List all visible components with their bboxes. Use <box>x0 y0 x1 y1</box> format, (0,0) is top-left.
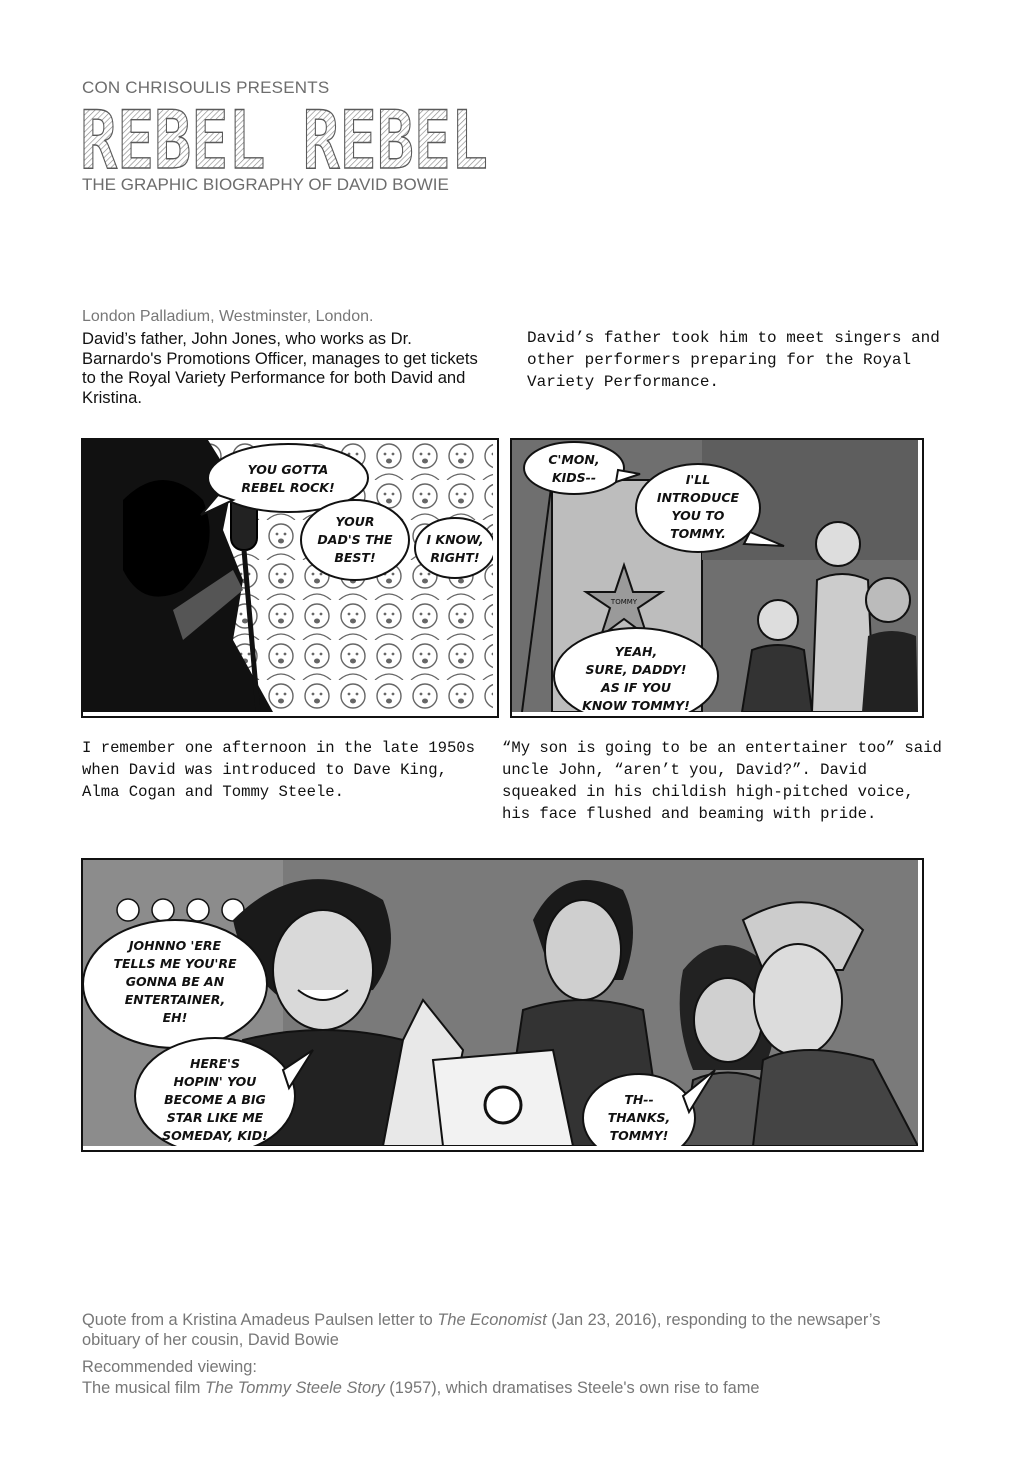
p3-bubble2-l2: HOPIN' YOU <box>173 1074 257 1089</box>
caption-son-entertainer: “My son is going to be an entertainer too” said uncle John, “aren’t you, David?”. David squeaked in his childish high-pitched voice, his face flushed and beaming with pride. <box>502 739 942 823</box>
p3-bubble3-l2: THANKS, <box>607 1110 671 1125</box>
p2-bubble3-l1: YEAH, <box>614 644 658 659</box>
p2-bubble1-l1: C'MON, <box>548 452 600 467</box>
p3-bubble3-l1: TH-- <box>624 1092 654 1107</box>
p2-bubble3-l3: AS IF YOU <box>601 680 671 695</box>
caption-remember-afternoon: I remember one afternoon in the late 1950s when David was introduced to Dave King, Alma Cogan and Tommy Steele. <box>82 739 476 801</box>
comic-panel-1 <box>81 438 499 718</box>
book-title: REBEL REBEL <box>80 102 489 176</box>
p3-bubble3-l3: TOMMY! <box>609 1128 669 1143</box>
p3-bubble2-l3: BECOME A BIG <box>164 1092 266 1107</box>
source-quote-note: Quote from a Kristina Amadeus Paulsen letter to The Economist (Jan 23, 2016), responding to the newsaper’s obituary of her cousin, David Bowie <box>82 1311 881 1349</box>
p1-bubble2-l2: DAD'S THE <box>317 532 393 547</box>
p1-bubble2-l3: BEST! <box>334 550 376 565</box>
p2-bubble2-l3: YOU TO <box>671 508 725 523</box>
newspaper-title: The Economist <box>437 1311 547 1329</box>
film-title: The Tommy Steele Story <box>204 1379 385 1397</box>
p3-bubble1-l2: TELLS ME YOU'RE <box>113 956 237 971</box>
p2-bubble2-l2: INTRODUCE <box>656 490 740 505</box>
p2-bubble2-l1: I'LL <box>685 472 711 487</box>
p3-bubble2-l5: SOMEDAY, KID! <box>162 1128 268 1143</box>
p3-bubble1-l3: GONNA BE AN <box>125 974 225 989</box>
book-subtitle: THE GRAPHIC BIOGRAPHY OF DAVID BOWIE <box>82 175 449 194</box>
comic-panel-2 <box>510 438 924 718</box>
door-star-label: TOMMY <box>610 598 638 606</box>
book-title-logo <box>80 102 500 176</box>
p3-bubble1-l4: ENTERTAINER, <box>124 992 226 1007</box>
p1-bubble3-l1: I KNOW, <box>426 532 484 547</box>
location-caption: London Palladium, Westminster, London. <box>82 308 374 325</box>
p2-bubble2-l4: TOMMY. <box>670 526 726 541</box>
presenter-line: CON CHRISOULIS PRESENTS <box>82 78 330 97</box>
p1-bubble1-l1: YOU GOTTA <box>247 462 329 477</box>
p2-bubble3-l2: SURE, DADDY! <box>585 662 687 677</box>
p1-bubble1-l2: REBEL ROCK! <box>241 480 335 495</box>
p3-bubble2-l4: STAR LIKE ME <box>166 1110 264 1125</box>
p2-bubble3-l4: KNOW TOMMY! <box>582 698 690 712</box>
comic-panel-3 <box>81 858 924 1152</box>
recommended-heading: Recommended viewing: <box>82 1358 257 1376</box>
p3-bubble1-l1: JOHNNO 'ERE <box>128 938 222 953</box>
p3-bubble1-l5: EH! <box>162 1010 188 1025</box>
p3-bubble2-l1: HERE'S <box>190 1056 240 1071</box>
recommended-film: The musical film The Tommy Steele Story (1957), which dramatises Steele's own rise to fame <box>82 1379 760 1397</box>
p1-bubble3-l2: RIGHT! <box>430 550 480 565</box>
caption-meet-singers: David’s father took him to meet singers and other performers preparing for the Royal Variety Performance. <box>527 329 940 391</box>
caption-father-tickets: David’s father, John Jones, who works as Dr. Barnardo's Promotions Officer, manages to get tickets to the Royal Variety Performance for both David and Kristina. <box>82 329 478 407</box>
p1-bubble2-l1: YOUR <box>335 514 375 529</box>
p2-bubble1-l2: KIDS-- <box>551 470 597 485</box>
